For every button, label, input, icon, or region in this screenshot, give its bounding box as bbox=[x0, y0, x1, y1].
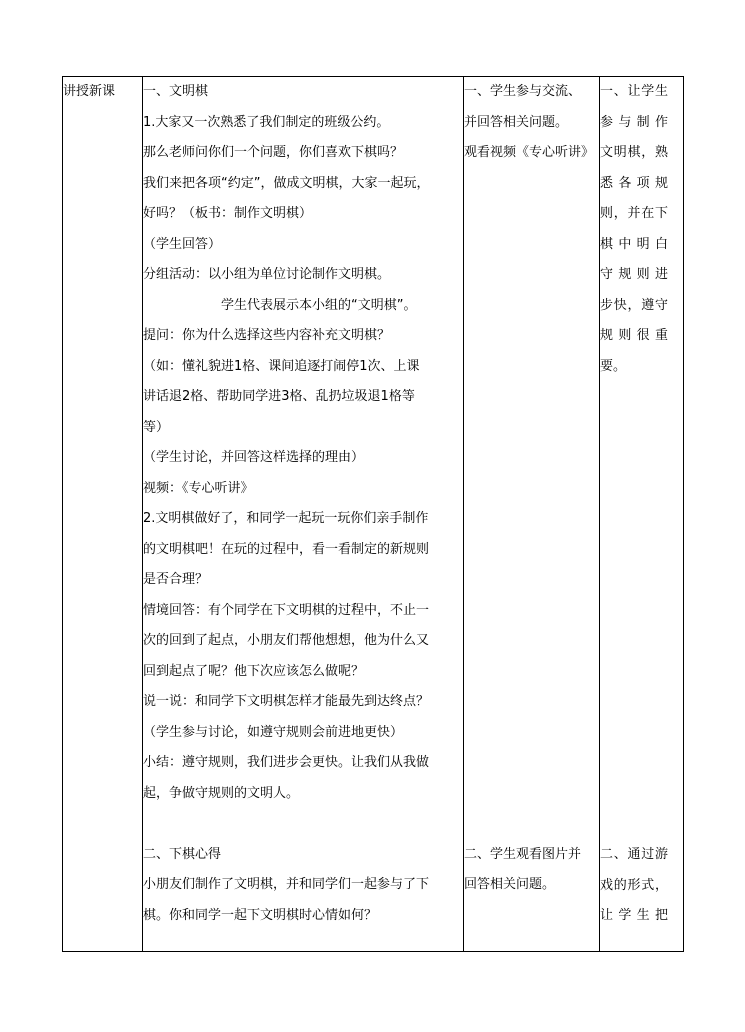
content-line: 学生代表展示本小组的“文明棋”。 bbox=[221, 297, 417, 313]
content-line: 视频：《专心听讲》 bbox=[143, 480, 254, 496]
intent-line: 守规则进 bbox=[600, 267, 668, 282]
content-line: 二、下棋心得 bbox=[143, 846, 222, 862]
content-line: 次的回到了起点，小朋友们帮他想想，他为什么又 bbox=[143, 633, 430, 648]
content-line: 讲话退2格、帮助同学进3格、乱扔垃圾退1格等 bbox=[143, 389, 415, 404]
intent-line: 一、让学生 bbox=[600, 84, 668, 99]
intent-line: 二、通过游 bbox=[600, 847, 668, 862]
content-line: 小结：遵守规则，我们进步会更快。让我们从我做 bbox=[143, 755, 430, 770]
student-activity-cell bbox=[464, 77, 600, 952]
content-line: 说一说：和同学下文明棋怎样才能最先到达终点？ bbox=[143, 694, 430, 709]
intent-line: 则，并在下 bbox=[600, 206, 668, 221]
content-line: 提问：你为什么选择这些内容补充文明棋？ bbox=[143, 328, 391, 343]
student-line: 观看视频《专心听讲》 bbox=[464, 145, 595, 160]
lesson-plan-table bbox=[62, 76, 684, 952]
content-line: （学生回答） bbox=[143, 236, 222, 252]
content-line: 好吗？（板书：制作文明棋） bbox=[143, 206, 313, 221]
design-intent-cell bbox=[600, 77, 684, 952]
intent-line: 戏的形式， bbox=[600, 877, 668, 893]
content-line: 一、文明棋 bbox=[143, 84, 209, 99]
spacer bbox=[464, 169, 599, 840]
table-row bbox=[63, 77, 684, 952]
intent-line: 棋中明白 bbox=[600, 236, 668, 252]
content-line: 的文明棋吧！在玩的过程中，看一看制定的新规则 bbox=[143, 541, 430, 557]
content-line: 分组活动：以小组为单位讨论制作文明棋。 bbox=[143, 267, 391, 282]
student-line: 二、学生观看图片并 bbox=[464, 846, 582, 862]
content-line: （学生参与讨论，如遵守规则会前进地更快） bbox=[143, 724, 404, 740]
student-line: 并回答相关问题。 bbox=[464, 114, 569, 130]
teaching-content-cell bbox=[143, 77, 464, 952]
intent-line: 规则很重 bbox=[600, 328, 668, 343]
blank-line bbox=[143, 809, 463, 840]
intent-line: 让学生把 bbox=[600, 908, 668, 923]
section-label-cell bbox=[63, 77, 143, 952]
content-line: 小朋友们制作了文明棋，并和同学们一起参与了下 bbox=[143, 877, 430, 892]
content-line: 1.大家又一次熟悉了我们制定的班级公约。 bbox=[143, 114, 390, 130]
content-line: （如：懂礼貌进1格、课间追逐打闹停1次、上课 bbox=[143, 358, 420, 374]
content-line: 那么老师问你们一个问题，你们喜欢下棋吗？ bbox=[143, 145, 404, 160]
intent-line: 要。 bbox=[600, 358, 627, 374]
content-line: 我们来把各项“约定”，做成文明棋，大家一起玩， bbox=[143, 175, 430, 191]
content-line: 是否合理？ bbox=[143, 572, 209, 587]
content-line: （学生讨论，并回答这样选择的理由） bbox=[143, 450, 365, 465]
content-line: 情境回答：有个同学在下文明棋的过程中，不止一 bbox=[143, 602, 430, 618]
student-line: 一、学生参与交流、 bbox=[464, 84, 582, 99]
content-line: 起，争做守规则的文明人。 bbox=[143, 785, 300, 801]
student-line: 回答相关问题。 bbox=[464, 877, 556, 892]
intent-line: 文明棋，熟 bbox=[600, 145, 668, 160]
content-line: 等） bbox=[143, 419, 170, 435]
content-line: 棋。你和同学一起下文明棋时心情如何？ bbox=[143, 907, 378, 923]
content-line: 2.文明棋做好了，和同学一起玩一玩你们亲手制作 bbox=[143, 511, 429, 526]
section-label: 讲授新课 bbox=[63, 84, 116, 99]
spacer bbox=[600, 382, 683, 840]
intent-line: 悉各项规 bbox=[600, 175, 668, 191]
intent-line: 参与制作 bbox=[600, 114, 668, 130]
content-line: 回到起点了呢？他下次应该怎么做呢？ bbox=[143, 663, 365, 679]
intent-line: 步快，遵守 bbox=[600, 297, 668, 313]
